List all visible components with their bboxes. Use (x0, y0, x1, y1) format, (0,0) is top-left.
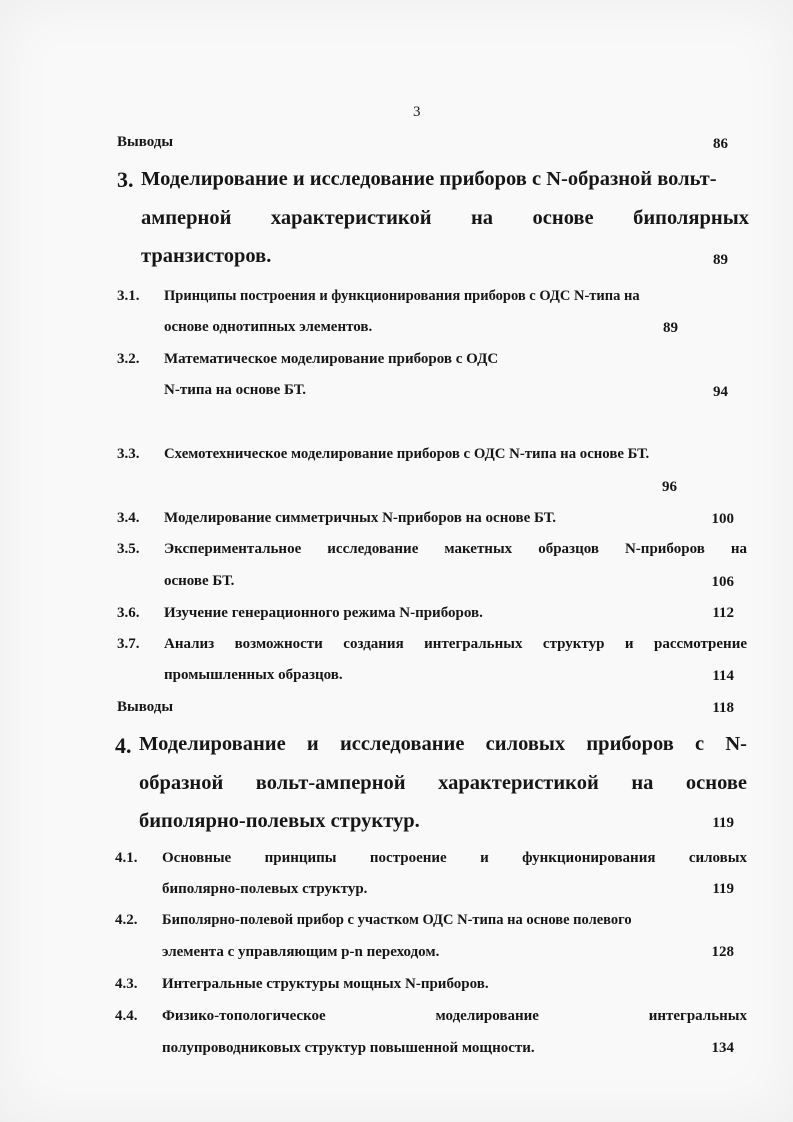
section-4-4-line1: Физико-топологическое моделирование интегральных (162, 1008, 747, 1024)
page-number: 3 (413, 104, 421, 120)
section-4-1-line2: биполярно-полевых структур. (162, 881, 368, 897)
section-4-1-page: 119 (712, 881, 734, 897)
section-4-2-line1: Биполярно-полевой прибор с участком ОДС N-типа на основе полевого (162, 912, 632, 928)
section-3-7-line2: промышленных образцов. (164, 667, 343, 683)
chapter-4-title-line2: образной вольт-амперной характеристикой на основе (139, 772, 747, 794)
section-4-3-number: 4.3. (115, 976, 138, 992)
chapter-3-title-line1: Моделирование и исследование приборов с N-образной вольт- (141, 168, 717, 190)
section-4-2-page: 128 (711, 944, 734, 960)
toc-conclusions-ch3-page: 118 (712, 700, 734, 716)
chapter-3-title-line3: транзисторов. (141, 245, 272, 267)
section-4-2-line2: элемента с управляющим p-n переходом. (162, 944, 440, 960)
section-3-6-number: 3.6. (117, 605, 140, 621)
section-3-1-line2: основе однотипных элементов. (164, 319, 373, 335)
section-3-1-number: 3.1. (117, 288, 140, 304)
chapter-4-title-line3: биполярно-полевых структур. (139, 810, 420, 832)
section-3-1-page: 89 (663, 320, 678, 336)
section-3-6-line1: Изучение генерационного режима N-приборов. (164, 605, 483, 621)
section-3-1-line1: Принципы построения и функционирования приборов с ОДС N-типа на (164, 288, 640, 304)
section-3-4-line1: Моделирование симметричных N-приборов на основе БТ. (164, 510, 556, 526)
chapter-4-number: 4. (115, 733, 132, 758)
toc-conclusions-page: 86 (713, 136, 728, 152)
section-4-2-number: 4.2. (115, 912, 138, 928)
chapter-3-page: 89 (713, 252, 728, 268)
section-3-2-page: 94 (713, 384, 728, 400)
section-3-3-line1: Схемотехническое моделирование приборов с ОДС N-типа на основе БТ. (164, 446, 650, 462)
chapter-3-number: 3. (117, 167, 134, 192)
chapter-4-page: 119 (712, 815, 734, 831)
section-3-2-line2: N-типа на основе БТ. (164, 382, 307, 398)
section-4-1-number: 4.1. (115, 850, 138, 866)
section-4-4-page: 134 (711, 1040, 734, 1056)
section-3-7-line1: Анализ возможности создания интегральных структур и рассмотрение (164, 636, 747, 652)
section-4-3-line1: Интегральные структуры мощных N-приборов. (162, 976, 489, 992)
section-3-5-line2: основе БТ. (164, 573, 235, 589)
section-4-4-number: 4.4. (115, 1008, 138, 1024)
section-3-3-page: 96 (662, 479, 677, 495)
section-3-4-page: 100 (711, 511, 734, 527)
section-3-5-line1: Экспериментальное исследование макетных образцов N-приборов на (164, 541, 747, 557)
section-3-2-number: 3.2. (117, 351, 140, 367)
chapter-3-title-line2: амперной характеристикой на основе биполярных (141, 207, 749, 229)
section-3-5-number: 3.5. (117, 541, 140, 557)
toc-conclusions-label: Выводы (117, 134, 174, 150)
section-3-7-page: 114 (712, 668, 734, 684)
chapter-4-title-line1: Моделирование и исследование силовых приборов с N- (139, 733, 747, 755)
section-3-7-number: 3.7. (117, 636, 140, 652)
toc-conclusions-ch3-label: Выводы (117, 699, 174, 715)
section-3-4-number: 3.4. (117, 510, 140, 526)
section-3-3-number: 3.3. (117, 446, 140, 462)
section-4-1-line1: Основные принципы построение и функционирования силовых (162, 850, 747, 866)
section-4-4-line2: полупроводниковых структур повышенной мощности. (162, 1040, 535, 1056)
section-3-2-line1: Математическое моделирование приборов с ОДС (164, 351, 499, 367)
section-3-6-page: 112 (712, 605, 734, 621)
section-3-5-page: 106 (711, 574, 734, 590)
